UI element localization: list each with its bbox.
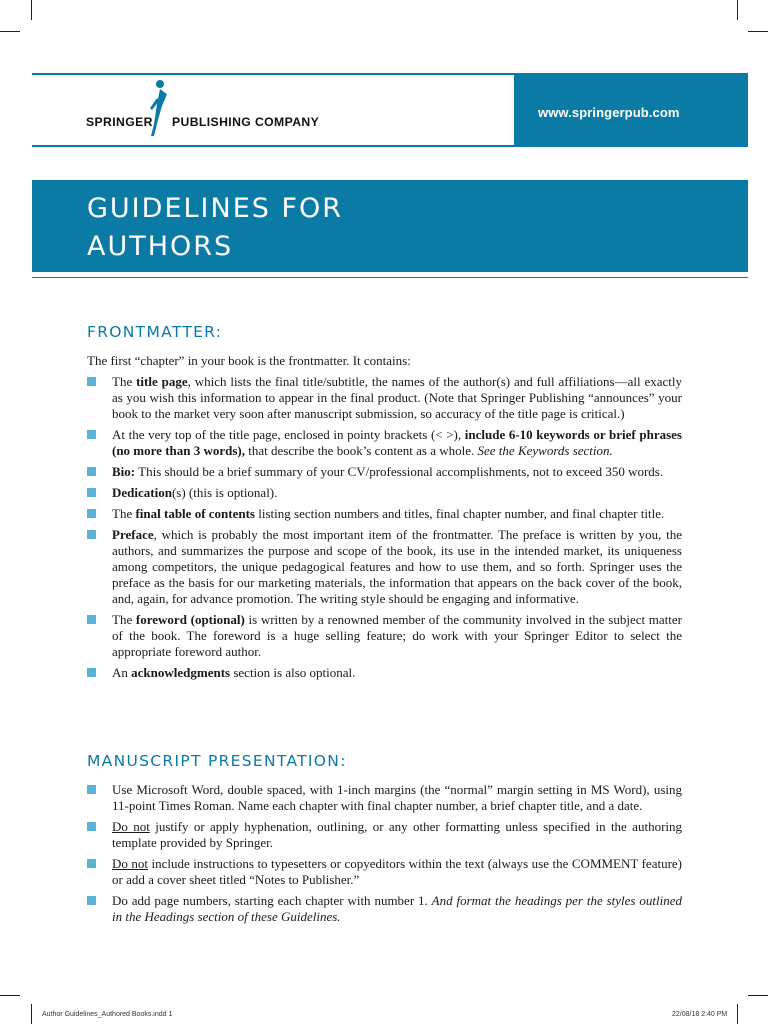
crop-mark-bottom-right-h <box>748 995 768 996</box>
page-title-line1: GUIDELINES FOR <box>87 193 344 224</box>
footer-timestamp: 22/08/18 2:40 PM <box>672 1011 728 1018</box>
frontmatter-heading: FRONTMATTER: <box>87 323 223 341</box>
bullet-square-icon <box>87 785 96 794</box>
springer-logo <box>86 78 346 138</box>
logo-word-springer: SPRINGER <box>86 115 153 129</box>
list-item-bio: Bio: This should be a brief summary of your CV/professional accomplishments, not to exceed 350 words. <box>87 464 682 480</box>
bullet-square-icon <box>87 615 96 624</box>
list-item-page-numbers: Do add page numbers, starting each chapter with number 1. And format the headings per the styles outlined in the Headings section of these Guidelines. <box>87 893 682 925</box>
manuscript-heading: MANUSCRIPT PRESENTATION: <box>87 752 347 770</box>
bullet-square-icon <box>87 859 96 868</box>
manuscript-list <box>87 782 682 930</box>
page-title-band <box>32 180 748 272</box>
crop-mark-bottom-right-v <box>737 1004 738 1024</box>
bullet-square-icon <box>87 377 96 386</box>
bullet-square-icon <box>87 668 96 677</box>
crop-mark-top-left-h <box>0 31 20 32</box>
list-item-dedication: Dedication(s) (this is optional). <box>87 485 682 501</box>
bullet-square-icon <box>87 467 96 476</box>
title-bottom-rule <box>32 277 748 278</box>
bullet-square-icon <box>87 530 96 539</box>
crop-mark-top-left-v <box>31 0 32 20</box>
list-item-keywords: At the very top of the title page, enclosed in pointy brackets (< >), include 6-10 keywords or brief phrases (no more than 3 words), that describe the book’s content as a whole. See the Keywords section. <box>87 427 682 459</box>
crop-mark-top-right-h <box>748 31 768 32</box>
crop-mark-bottom-left-v <box>31 1004 32 1024</box>
bullet-square-icon <box>87 488 96 497</box>
list-item-title-page: The title page, which lists the final title/subtitle, the names of the author(s) and full affiliations—all exactly as you wish this information to appear in the final product. (Note that Springer Publishing “announces” your book to the market very soon after manuscript submission, so accuracy of the title page is critical.) <box>87 374 682 422</box>
header-bottom-rule <box>32 145 748 147</box>
bullet-square-icon <box>87 430 96 439</box>
list-item-word-format: Use Microsoft Word, double spaced, with 1-inch margins (the “normal” margin setting in MS Word), using 11-point Times Roman. Name each chapter with final chapter number, a brief chapter title, and a date. <box>87 782 682 814</box>
header-url-band <box>514 74 748 146</box>
page-title-line2: AUTHORS <box>87 231 234 262</box>
bullet-square-icon <box>87 822 96 831</box>
list-item-preface: Preface, which is probably the most important item of the frontmatter. The preface is written by you, the authors, and summarizes the purpose and scope of the book, its use in the intended market, its uniqueness among competitors, the unique pedagogical features and how to use them, and so forth. Springer uses the preface as the basis for our marketing materials, the information that appears on the back cover of the book, and, again, for advance promotion. The writing style should be engaging and informative. <box>87 527 682 607</box>
crop-mark-top-right-v <box>737 0 738 20</box>
list-item-foreword: The foreword (optional) is written by a renowned member of the community involved in the subject matter of the book. The foreword is a huge selling feature; do work with your Springer Editor to select the appropriate foreword author. <box>87 612 682 660</box>
logo-word-publishing-company: PUBLISHING COMPANY <box>172 115 320 129</box>
bullet-square-icon <box>87 509 96 518</box>
bullet-square-icon <box>87 896 96 905</box>
website-link[interactable]: www.springerpub.com <box>538 105 680 120</box>
list-item-acknowledgments: An acknowledgments section is also optional. <box>87 665 682 681</box>
frontmatter-intro: The first “chapter” in your book is the frontmatter. It contains: <box>87 353 411 368</box>
crop-mark-bottom-left-h <box>0 995 20 996</box>
list-item-no-instructions: Do not include instructions to typesetters or copyeditors within the text (always use the COMMENT feature) or add a cover sheet titled “Notes to Publisher.” <box>87 856 682 888</box>
list-item-no-justify: Do not justify or apply hyphenation, outlining, or any other formatting unless specified in the authoring template provided by Springer. <box>87 819 682 851</box>
footer-file-slug: Author Guidelines_Authored Books.indd 1 <box>42 1011 173 1018</box>
frontmatter-list <box>87 374 682 686</box>
list-item-table-of-contents: The final table of contents listing section numbers and titles, final chapter number, and final chapter title. <box>87 506 682 522</box>
